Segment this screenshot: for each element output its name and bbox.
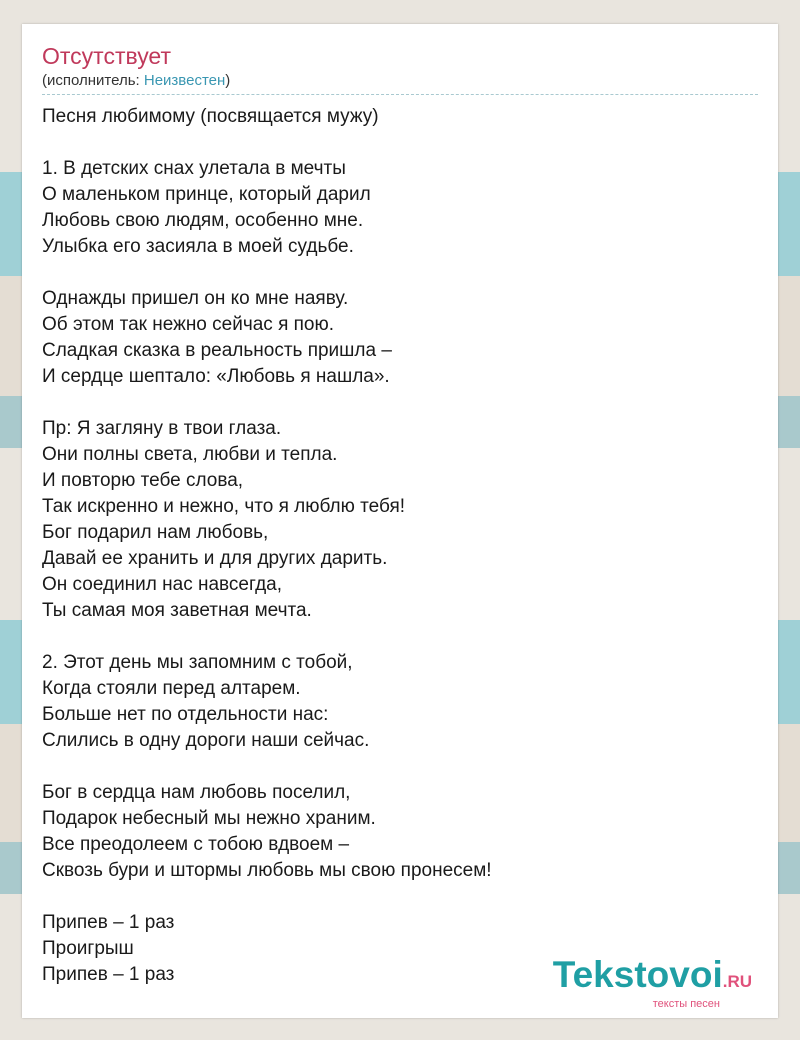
logo-main-text: Tekstovoi	[552, 954, 723, 995]
lyric-line: Сквозь бури и штормы любовь мы свою пронесем!	[42, 860, 492, 881]
lyric-line: Припев – 1 раз	[42, 912, 175, 933]
lyric-line: Любовь свою людям, особенно мне.	[42, 210, 364, 231]
lyric-line: О маленьком принце, который дарил	[42, 184, 371, 205]
lyric-line: Так искренно и нежно, что я люблю тебя!	[42, 496, 406, 517]
performer-suffix: )	[225, 72, 231, 89]
performer-line	[42, 71, 758, 91]
lyric-line: Улыбка его засияла в моей судьбе.	[42, 236, 354, 257]
lyric-line: Больше нет по отдельности нас:	[42, 704, 329, 725]
logo-wordmark	[553, 956, 752, 1001]
lyric-line: И сердце шептало: «Любовь я нашла».	[42, 366, 390, 387]
lyric-line: Ты самая моя заветная мечта.	[42, 600, 312, 621]
lyric-line: Однажды пришел он ко мне наяву.	[42, 288, 349, 309]
performer-prefix: (исполнитель:	[42, 72, 144, 89]
lyric-line: 2. Этот день мы запомним с тобой,	[42, 652, 353, 673]
lyric-line: Проигрыш	[42, 938, 134, 959]
song-header	[42, 42, 758, 95]
lyric-line	[42, 390, 758, 416]
lyrics-text	[42, 104, 758, 988]
lyric-line: И повторю тебе слова,	[42, 470, 244, 491]
lyric-line: Они полны света, любви и тепла.	[42, 444, 338, 465]
lyric-line	[42, 624, 758, 650]
lyric-line: Сладкая сказка в реальность пришла –	[42, 340, 392, 361]
lyric-line: Песня любимому (посвящается мужу)	[42, 106, 379, 127]
site-logo[interactable]	[553, 956, 752, 1010]
logo-domain: .RU	[722, 972, 752, 991]
lyric-line: Бог подарил нам любовь,	[42, 522, 269, 543]
lyric-line: 1. В детских снах улетала в мечты	[42, 158, 346, 179]
lyric-line	[42, 130, 758, 156]
lyric-line: Об этом так нежно сейчас я пою.	[42, 314, 335, 335]
lyric-line	[42, 260, 758, 286]
lyric-line: Когда стояли перед алтарем.	[42, 678, 301, 699]
lyric-line: Все преодолеем с тобою вдвоем –	[42, 834, 350, 855]
lyric-line: Припев – 1 раз	[42, 964, 175, 985]
lyric-line: Подарок небесный мы нежно храним.	[42, 808, 376, 829]
lyrics-card	[22, 24, 778, 1018]
performer-link[interactable]: Неизвестен	[143, 72, 226, 89]
lyric-line: Пр: Я загляну в твои глаза.	[42, 418, 282, 439]
song-title: Отсутствует	[42, 43, 171, 69]
lyric-line	[42, 884, 758, 910]
lyric-line: Слились в одну дороги наши сейчас.	[42, 730, 370, 751]
logo-subtitle: тексты песен	[652, 998, 720, 1010]
lyric-line	[42, 754, 758, 780]
lyric-line: Он соединил нас навсегда,	[42, 574, 283, 595]
lyric-line: Бог в сердца нам любовь поселил,	[42, 782, 351, 803]
lyric-line: Давай ее хранить и для других дарить.	[42, 548, 388, 569]
